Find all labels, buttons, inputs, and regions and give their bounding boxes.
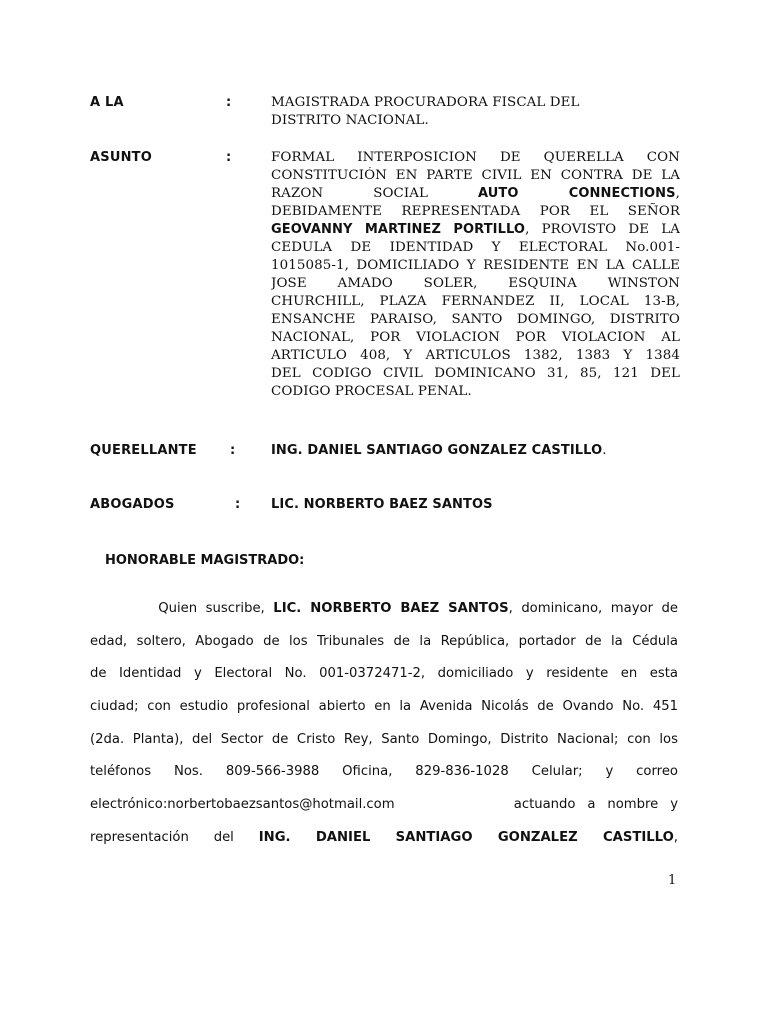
abogados-label: ABOGADOS <box>90 497 175 512</box>
header-row-a-la <box>90 94 680 130</box>
bold-text: LIC. NORBERTO BAEZ SANTOS <box>273 601 509 616</box>
asunto-line: ARTICULO 408, Y ARTICULOS 1382, 1383 Y 1384 <box>271 348 680 363</box>
asunto-line: FORMAL INTERPOSICION DE QUERELLA CON <box>271 150 680 165</box>
asunto-line: CODIGO PROCESAL PENAL. <box>271 384 472 399</box>
body-line: electrónico:norbertobaezsantos@hotmail.com actuando a nombre y <box>90 797 678 813</box>
abogados-value <box>271 496 680 514</box>
body-line: de Identidad y Electoral No. 001-0372471-2, domiciliado y residente en esta <box>90 666 678 682</box>
querellante-name: ING. DANIEL SANTIAGO GONZALEZ CASTILLO <box>271 443 603 458</box>
asunto-line: CONSTITUCIÓN EN PARTE CIVIL EN CONTRA DE LA <box>271 168 680 183</box>
asunto-value <box>271 149 680 401</box>
asunto-line: RAZON SOCIAL AUTO CONNECTIONS, <box>271 186 680 201</box>
a-la-value <box>271 94 680 130</box>
header-row-asunto <box>90 149 680 409</box>
body-line: Quien suscribe, LIC. NORBERTO BAEZ SANTOS, dominicano, mayor de <box>90 601 678 616</box>
body-line: edad, soltero, Abogado de los Tribunales de la República, portador de la Cédula <box>90 633 678 649</box>
a-la-colon: : <box>226 95 232 110</box>
asunto-line: DEL CODIGO CIVIL DOMINICANO 31, 85, 121 DEL <box>271 366 680 381</box>
asunto-line: ENSANCHE PARAISO, SANTO DOMINGO, DISTRITO <box>271 312 680 327</box>
page-number: 1 <box>668 873 677 888</box>
a-la-line: MAGISTRADA PROCURADORA FISCAL DEL <box>271 95 580 110</box>
querellante-suffix: . <box>602 443 607 458</box>
bold-text: GEOVANNY MARTINEZ PORTILLO <box>271 222 526 237</box>
asunto-line: JOSE AMADO SOLER, ESQUINA WINSTON <box>271 276 680 291</box>
header-row-abogados <box>90 496 680 514</box>
header-row-querellante <box>90 442 680 460</box>
asunto-line: GEOVANNY MARTINEZ PORTILLO, PROVISTO DE LA <box>271 222 680 237</box>
asunto-label: ASUNTO <box>90 150 152 165</box>
body-line: representación del ING. DANIEL SANTIAGO GONZALEZ CASTILLO, <box>90 829 678 845</box>
body-line: ciudad; con estudio profesional abierto en la Avenida Nicolás de Ovando No. 451 <box>90 699 678 715</box>
abogados-colon: : <box>235 497 241 512</box>
a-la-label: A LA <box>90 95 124 110</box>
body-paragraph <box>90 600 678 862</box>
querellante-value <box>271 442 680 460</box>
a-la-line: DISTRITO NACIONAL. <box>271 113 429 128</box>
body-line: (2da. Planta), del Sector de Cristo Rey, Santo Domingo, Distrito Nacional; con los <box>90 731 678 747</box>
asunto-line: NACIONAL, POR VIOLACION POR VIOLACION AL <box>271 330 680 345</box>
body-line: teléfonos Nos. 809-566-3988 Oficina, 829-836-1028 Celular; y correo <box>90 764 678 780</box>
salutation: HONORABLE MAGISTRADO: <box>105 553 305 568</box>
querellante-label: QUERELLANTE <box>90 443 197 458</box>
abogados-name: LIC. NORBERTO BAEZ SANTOS <box>271 497 493 512</box>
asunto-line: 1015085-1, DOMICILIADO Y RESIDENTE EN LA CALLE <box>271 258 680 273</box>
asunto-line: CEDULA DE IDENTIDAD Y ELECTORAL No.001- <box>271 240 680 255</box>
querellante-colon: : <box>230 443 236 458</box>
asunto-line: CHURCHILL, PLAZA FERNANDEZ II, LOCAL 13-B, <box>271 294 680 309</box>
bold-text: ING. DANIEL SANTIAGO GONZALEZ CASTILLO <box>258 829 674 845</box>
asunto-line: DEBIDAMENTE REPRESENTADA POR EL SEÑOR <box>271 204 680 219</box>
bold-text: AUTO CONNECTIONS <box>478 186 676 201</box>
asunto-colon: : <box>226 150 232 165</box>
